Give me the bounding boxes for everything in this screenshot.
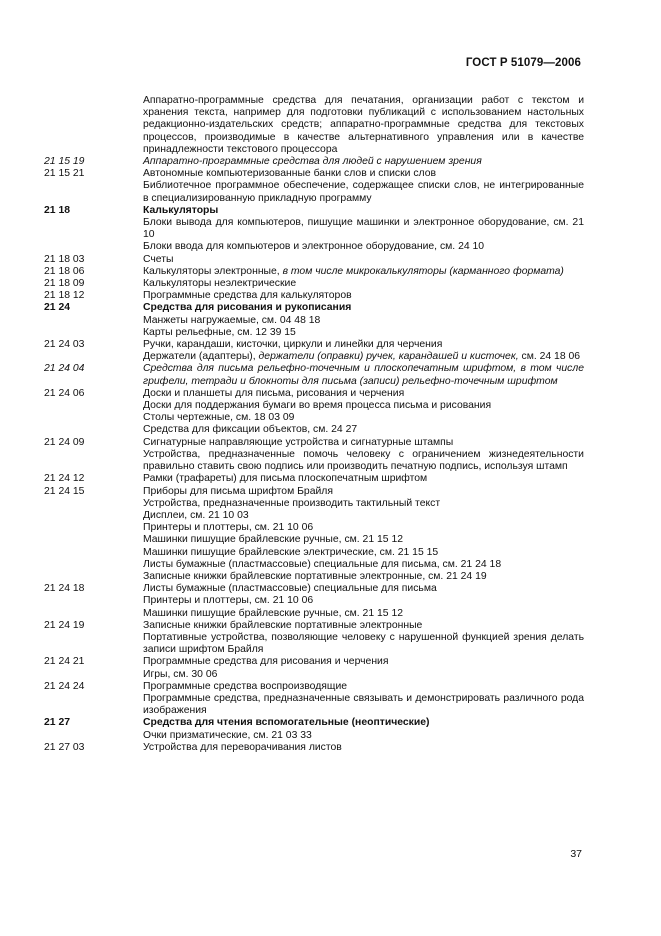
entry-text: Записные книжки брайлевские портативные электронные	[143, 619, 423, 631]
entry-code	[44, 424, 143, 436]
entry-text: Листы бумажные (пластмассовые) специальные для письма	[143, 583, 437, 595]
entry-text: Машинки пишущие брайлевские электрические, см. 21 15 15	[143, 546, 439, 558]
entry-text: Сигнатурные направляющие устройства и сигнатурные штампы	[143, 436, 454, 448]
entry-text: Листы бумажные (пластмассовые) специальные для письма, см. 21 24 18	[143, 558, 502, 570]
entry-code: 21 24 12	[44, 473, 85, 485]
entry-text: Доски и планшеты для письма, рисования и черчения	[143, 387, 405, 399]
entry-text: Средства для чтения вспомогательные (неоптические)	[143, 717, 430, 729]
entry-text: Манжеты нагружаемые, см. 04 48 18	[143, 314, 321, 326]
entry-text: Машинки пишущие брайлевские ручные, см. 21 15 12	[143, 607, 404, 619]
entry-text: Устройства, предназначенные помочь человеку с ограничением жизнедеятельности правильно ставить свою подпись или производить печатную подпись, используя штамп	[143, 448, 584, 473]
list-entry	[44, 217, 584, 241]
entry-code: 21 27 03	[44, 741, 85, 753]
list-entry	[44, 388, 584, 400]
list-entry	[44, 205, 584, 217]
entry-code	[44, 522, 143, 534]
list-entry	[44, 412, 584, 424]
entry-code	[44, 669, 143, 681]
list-entry	[44, 547, 584, 559]
list-entry	[44, 266, 584, 278]
list-entry	[44, 363, 584, 387]
entry-text: Записные книжки брайлевские портативные электронные, см. 21 24 19	[143, 570, 487, 582]
entry-text: Калькуляторы	[143, 204, 219, 216]
entry-code	[44, 351, 143, 363]
entry-code	[44, 449, 143, 473]
entry-text: Программные средства воспроизводящие	[143, 680, 348, 692]
entry-code	[44, 217, 143, 241]
entry-text: Устройства для переворачивания листов	[143, 741, 342, 753]
list-entry	[44, 510, 584, 522]
entry-code	[44, 412, 143, 424]
entry-code	[44, 693, 143, 717]
list-entry	[44, 742, 584, 754]
list-entry	[44, 717, 584, 729]
entry-code: 21 24 04	[44, 363, 85, 375]
list-entry	[44, 254, 584, 266]
entry-code	[44, 315, 143, 327]
entry-code	[44, 632, 143, 656]
entry-text: Средства для письма рельефно-точечным и плоскопечатным шрифтом, в том числе грифели, тетради и блокноты для письма (записи) рельефно-точечным шрифтом	[143, 363, 584, 387]
page-number: 37	[570, 848, 582, 860]
entry-code	[44, 400, 143, 412]
entry-code	[44, 241, 143, 253]
entry-text	[143, 351, 584, 363]
list-entry	[44, 95, 584, 156]
list-entry	[44, 168, 584, 180]
entry-code	[44, 534, 143, 546]
entry-text: Программные средства, предназначенные связывать и демонстрировать различного рода изображения	[143, 692, 584, 717]
list-entry	[44, 656, 584, 668]
list-entry	[44, 693, 584, 717]
list-entry	[44, 290, 584, 302]
entry-code: 21 24 09	[44, 436, 85, 448]
entry-code: 21 18	[44, 204, 71, 216]
entry-code: 21 24 19	[44, 619, 85, 631]
classification-list	[44, 95, 584, 754]
entry-code: 21 24 06	[44, 387, 85, 399]
entry-text: Счеты	[143, 253, 174, 265]
entry-text-italic: в том числе микрокалькуляторы (карманного формата)	[282, 265, 564, 277]
entry-text	[143, 266, 584, 278]
entry-text: Портативные устройства, позволяющие человеку с нарушенной функцией зрения делать записи шрифтом Брайля	[143, 631, 584, 656]
list-entry	[44, 620, 584, 632]
entry-text: Блоки вывода для компьютеров, пишущие машинки и электронное оборудование, см. 21 10	[143, 217, 584, 241]
entry-text: Библиотечное программное обеспечение, содержащее списки слов, не интегрированные в специализированную прикладную программу	[143, 180, 584, 204]
list-entry	[44, 327, 584, 339]
entry-text: Карты рельефные, см. 12 39 15	[143, 326, 296, 338]
entry-code: 21 24 15	[44, 485, 85, 497]
entry-text-regular: Калькуляторы электронные,	[143, 265, 283, 277]
entry-code	[44, 559, 143, 571]
entry-code: 21 18 12	[44, 290, 85, 302]
entry-text-italic: держатели (оправки) ручек, карандашей и кисточек,	[258, 351, 519, 363]
entry-text: Рамки (трафареты) для письма плоскопечатным шрифтом	[143, 473, 428, 485]
list-entry	[44, 681, 584, 693]
entry-text: Аппаратно-программные средства для печатания, организации работ с текстом и хранения текста, например для подготовки публикаций с использованием настольных редакционно-издательских средств; аппаратно-программные средства для текстовых процессов, производимые в качестве альтернативного управления или в качестве принадлежности текстового процессора	[143, 95, 584, 155]
entry-text: Ручки, карандаши, кисточки, циркули и линейки для черчения	[143, 339, 443, 351]
entry-code	[44, 498, 143, 510]
list-entry	[44, 571, 584, 583]
entry-code	[44, 595, 143, 607]
entry-code: 21 15 21	[44, 168, 85, 180]
entry-code	[44, 571, 143, 583]
list-entry	[44, 302, 584, 314]
list-entry	[44, 583, 584, 595]
list-entry	[44, 180, 584, 204]
entry-code: 21 24 03	[44, 339, 85, 351]
entry-code	[44, 510, 143, 522]
entry-text: Приборы для письма шрифтом Брайля	[143, 485, 333, 497]
entry-code	[44, 180, 143, 204]
entry-text: Игры, см. 30 06	[143, 668, 218, 680]
list-entry	[44, 339, 584, 351]
entry-text: Средства для рисования и рукописания	[143, 302, 352, 314]
entry-code: 21 18 09	[44, 278, 85, 290]
entry-code: 21 24	[44, 302, 71, 314]
list-entry	[44, 595, 584, 607]
entry-text-regular: Держатели (адаптеры),	[143, 351, 259, 363]
entry-code: 21 15 19	[44, 156, 85, 168]
list-entry	[44, 400, 584, 412]
entry-code: 21 24 24	[44, 680, 85, 692]
entry-code: 21 27	[44, 717, 71, 729]
list-entry	[44, 241, 584, 253]
document-header: ГОСТ Р 51079—2006	[465, 57, 581, 69]
entry-text: Доски для поддержания бумаги во время процесса письма и рисования	[143, 400, 492, 412]
entry-text: Очки призматические, см. 21 03 33	[143, 729, 312, 741]
entry-text: Устройства, предназначенные производить тактильный текст	[143, 497, 441, 509]
list-entry	[44, 730, 584, 742]
entry-code: 21 18 03	[44, 253, 85, 265]
list-entry	[44, 473, 584, 485]
list-entry	[44, 486, 584, 498]
entry-text: Принтеры и плоттеры, см. 21 10 06	[143, 522, 314, 534]
list-entry	[44, 437, 584, 449]
entry-code	[44, 730, 143, 742]
entry-text-after: см. 24 18 06	[518, 351, 581, 363]
list-entry	[44, 559, 584, 571]
entry-text: Автономные компьютеризованные банки слов и списки слов	[143, 168, 437, 180]
entry-code	[44, 327, 143, 339]
entry-text: Столы чертежные, см. 18 03 09	[143, 412, 295, 424]
list-entry	[44, 522, 584, 534]
entry-text: Дисплеи, см. 21 10 03	[143, 509, 249, 521]
entry-text: Блоки ввода для компьютеров и электронное оборудование, см. 24 10	[143, 241, 485, 253]
entry-text: Машинки пишущие брайлевские ручные, см. 21 15 12	[143, 534, 404, 546]
list-entry	[44, 278, 584, 290]
list-entry	[44, 424, 584, 436]
list-entry	[44, 315, 584, 327]
entry-text: Принтеры и плоттеры, см. 21 10 06	[143, 595, 314, 607]
entry-text: Аппаратно-программные средства для людей с нарушением зрения	[143, 156, 482, 168]
entry-code	[44, 95, 143, 156]
list-entry	[44, 156, 584, 168]
entry-code	[44, 608, 143, 620]
entry-code: 21 24 18	[44, 583, 85, 595]
list-entry	[44, 449, 584, 473]
entry-code: 21 18 06	[44, 265, 85, 277]
list-entry	[44, 498, 584, 510]
list-entry	[44, 608, 584, 620]
entry-text: Программные средства для калькуляторов	[143, 290, 352, 302]
entry-code: 21 24 21	[44, 656, 85, 668]
list-entry	[44, 669, 584, 681]
entry-text: Калькуляторы неэлектрические	[143, 278, 297, 290]
entry-code	[44, 547, 143, 559]
entry-text: Средства для фиксации объектов, см. 24 27	[143, 424, 358, 436]
entry-text: Программные средства для рисования и черчения	[143, 656, 389, 668]
list-entry	[44, 534, 584, 546]
list-entry	[44, 351, 584, 363]
list-entry	[44, 632, 584, 656]
